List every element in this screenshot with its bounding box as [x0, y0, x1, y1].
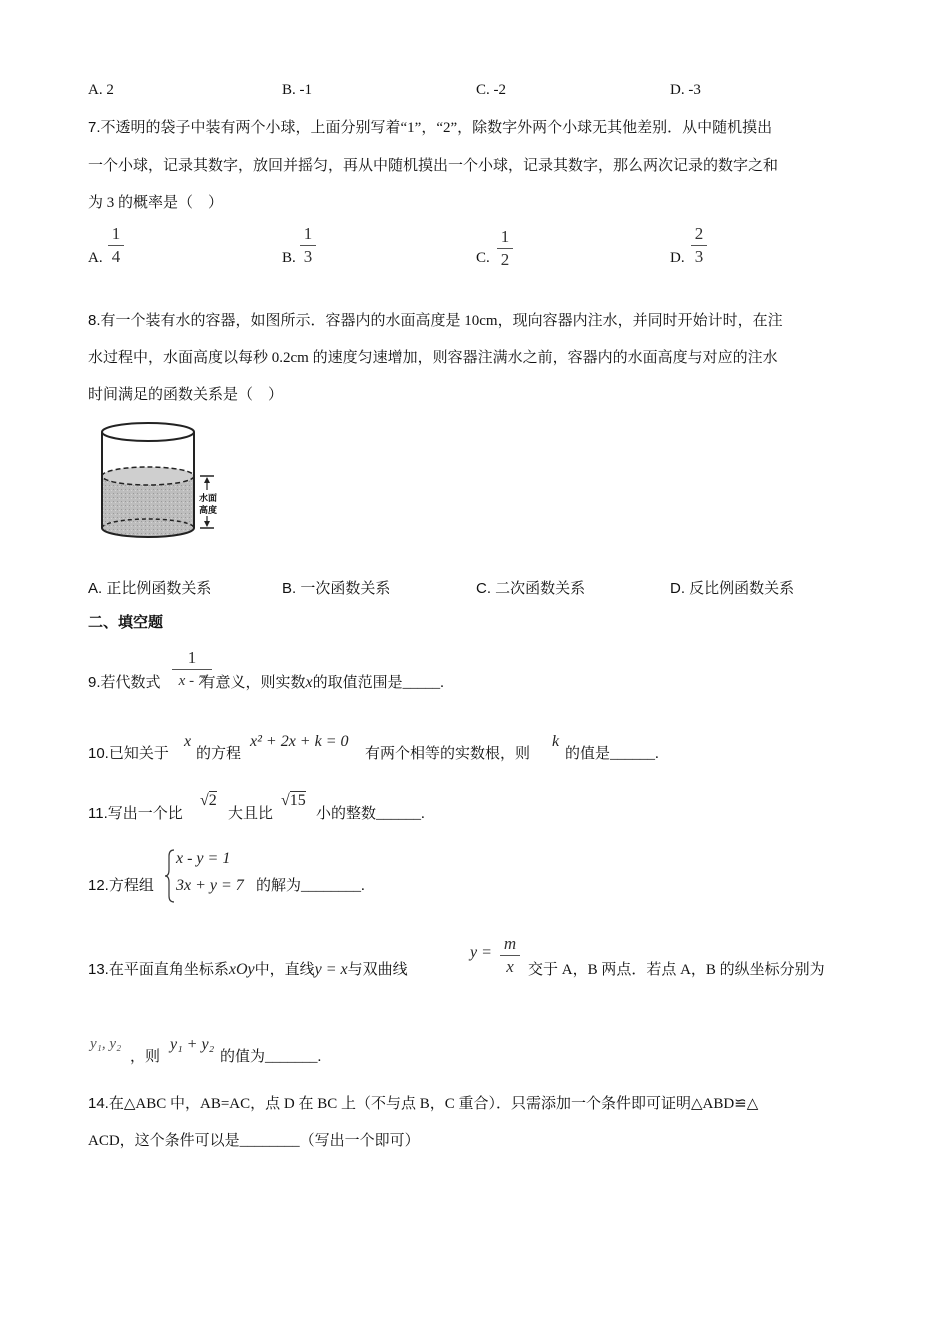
- q7-option-a-label: A.: [88, 250, 103, 266]
- q6-option-c: C. -2: [476, 82, 506, 98]
- q7-option-d-label: D.: [670, 250, 685, 266]
- q7-option-a-fraction: 1 4: [108, 224, 124, 267]
- q12-line: 12.方程组: [88, 877, 154, 894]
- q8-option-d: D. 反比例函数关系: [670, 580, 795, 597]
- q9-number: 9.: [88, 674, 101, 691]
- q12-suffix: 的解为________.: [256, 878, 365, 894]
- figure-label-height: 高度: [198, 506, 218, 516]
- q8-option-b: B. 一次函数关系: [282, 580, 391, 597]
- q8-line-3: 时间满足的函数关系是（ ）: [88, 387, 284, 403]
- q10-equation: x² + 2x + k = 0: [250, 733, 349, 750]
- q8-option-a: A. 正比例函数关系: [88, 580, 212, 597]
- q12-eq1: x - y = 1: [176, 850, 231, 867]
- q11-sqrt-2: √2: [200, 792, 217, 809]
- q8-option-c: C. 二次函数关系: [476, 580, 586, 597]
- q10-var-x: x: [184, 733, 192, 750]
- q6-option-b: B. -1: [282, 82, 312, 98]
- q8-number: 8.: [88, 312, 101, 329]
- q13-number: 13.: [88, 961, 109, 978]
- q12-number: 12.: [88, 877, 109, 894]
- q10-mid: 的方程: [196, 746, 242, 762]
- q13-suffix: 交于 A，B 两点．若点 A，B 的纵坐标分别为: [528, 962, 825, 978]
- q8-line-2: 水过程中，水面高度以每秒 0.2cm 的速度匀速增加，则容器注满水之前，容器内的水面高度与对应的注水: [88, 350, 778, 366]
- q7-option-d-fraction: 2 3: [691, 224, 707, 267]
- q7-option-b-fraction: 1 3: [300, 224, 316, 267]
- figure-label-water: 水面: [198, 494, 218, 504]
- q14-line-1: 14.在△ABC 中，AB=AC，点 D 在 BC 上（不与点 B，C 重合）．只需添加一个条件即可证明△ABD≌△: [88, 1095, 759, 1112]
- q12-eq2: 3x + y = 7: [176, 877, 244, 894]
- q13-then: ，则: [130, 1049, 161, 1065]
- q13-sum: y₁ + y₂: [170, 1036, 215, 1053]
- q13-line-1: 13.在平面直角坐标系xOy中，直线y = x与双曲线: [88, 961, 408, 978]
- q14-line-2: ACD，这个条件可以是________（写出一个即可）: [88, 1133, 420, 1149]
- q14-number: 14.: [88, 1095, 109, 1112]
- q10-var-k: k: [552, 733, 560, 750]
- q7-option-c-fraction: 1 2: [497, 227, 513, 270]
- q7-line-1: 7.不透明的袋子中装有两个小球，上面分别写着“1”，“2”，除数字外两个小球无其他差别．从中随机摸出: [88, 119, 773, 136]
- q7-option-c-label: C.: [476, 250, 490, 266]
- q7-option-b-label: B.: [282, 250, 296, 266]
- q13-line-2-suffix: 的值为_______.: [220, 1049, 322, 1065]
- q10-suffix-2: 的值是______.: [565, 746, 659, 762]
- cylinder-figure: [92, 416, 232, 556]
- q11-number: 11.: [88, 805, 108, 822]
- q13-hyperbola-fraction: m x: [500, 934, 520, 977]
- q10-line: 10.已知关于: [88, 745, 169, 762]
- q7-line-2: 一个小球，记录其数字，放回并摇匀，再从中随机摸出一个小球，记录其数字，那么两次记录的数字之和: [88, 158, 779, 174]
- q11-suffix: 小的整数______.: [316, 806, 425, 822]
- q11-mid: 大且比: [228, 806, 274, 822]
- q6-option-d: D. -3: [670, 82, 701, 98]
- q10-number: 10.: [88, 745, 109, 762]
- q7-number: 7.: [88, 119, 101, 136]
- q7-line-3: 为 3 的概率是（ ）: [88, 195, 224, 211]
- q6-option-a: A. 2: [88, 82, 114, 98]
- section-heading-fill-in: 二、填空题: [88, 613, 164, 631]
- q11-line: 11.写出一个比: [88, 805, 183, 822]
- q8-line-1: 8.有一个装有水的容器，如图所示．容器内的水面高度是 10cm，现向容器内注水，并同时开始计时，在注: [88, 312, 783, 329]
- q10-suffix-1: 有两个相等的实数根，则: [365, 746, 531, 762]
- q13-hyperbola-lhs: y =: [470, 944, 492, 961]
- q9-line: 9.若代数式 有意义，则实数x的取值范围是_____.: [88, 674, 444, 691]
- q9-fraction: 1 x - 7: [172, 648, 212, 691]
- q13-y-vars: y₁, y₂: [90, 1036, 122, 1052]
- q11-sqrt-15: √15: [281, 792, 306, 809]
- q12-brace: [164, 848, 176, 904]
